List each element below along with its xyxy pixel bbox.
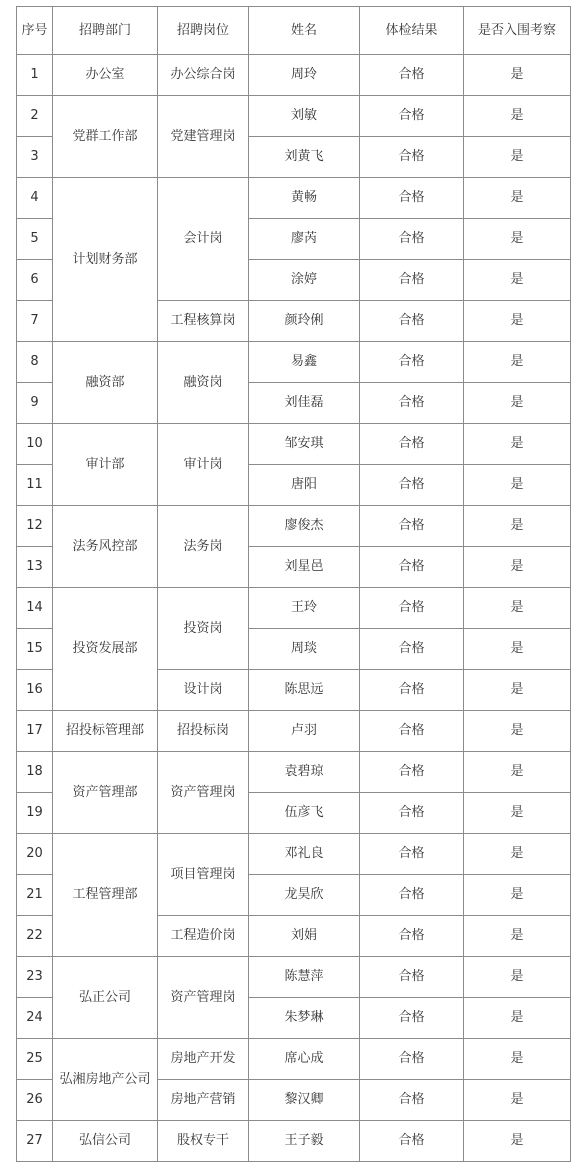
cell-name: 周玲 [249, 55, 360, 96]
cell-name: 伍彦飞 [249, 793, 360, 834]
table-row [17, 957, 571, 998]
cell-exam: 合格 [360, 260, 464, 301]
cell-dept: 工程管理部 [53, 834, 158, 957]
cell-name: 廖俊杰 [249, 506, 360, 547]
cell-name: 邓礼良 [249, 834, 360, 875]
cell-inspect: 是 [464, 260, 571, 301]
cell-exam: 合格 [360, 96, 464, 137]
cell-seq: 16 [17, 670, 53, 711]
cell-name: 刘娟 [249, 916, 360, 957]
cell-exam: 合格 [360, 383, 464, 424]
cell-name: 刘星邑 [249, 547, 360, 588]
table-header-row [17, 7, 571, 55]
cell-inspect: 是 [464, 875, 571, 916]
cell-name: 陈思远 [249, 670, 360, 711]
cell-exam: 合格 [360, 998, 464, 1039]
cell-inspect: 是 [464, 711, 571, 752]
cell-post: 房地产营销 [158, 1080, 249, 1121]
cell-post: 办公综合岗 [158, 55, 249, 96]
cell-seq: 13 [17, 547, 53, 588]
cell-dept: 审计部 [53, 424, 158, 506]
table-row [17, 834, 571, 875]
cell-post: 资产管理岗 [158, 957, 249, 1039]
cell-dept: 党群工作部 [53, 96, 158, 178]
cell-seq: 11 [17, 465, 53, 506]
cell-seq: 4 [17, 178, 53, 219]
table-row [17, 711, 571, 752]
cell-exam: 合格 [360, 137, 464, 178]
results-table [16, 6, 571, 1162]
cell-exam: 合格 [360, 834, 464, 875]
table-row [17, 1121, 571, 1162]
header-dept: 招聘部门 [53, 7, 158, 55]
cell-post: 房地产开发 [158, 1039, 249, 1080]
cell-seq: 22 [17, 916, 53, 957]
cell-exam: 合格 [360, 1039, 464, 1080]
cell-exam: 合格 [360, 670, 464, 711]
cell-exam: 合格 [360, 711, 464, 752]
cell-seq: 7 [17, 301, 53, 342]
cell-exam: 合格 [360, 957, 464, 998]
cell-name: 陈慧萍 [249, 957, 360, 998]
cell-name: 卢羽 [249, 711, 360, 752]
cell-name: 刘佳磊 [249, 383, 360, 424]
cell-seq: 5 [17, 219, 53, 260]
cell-inspect: 是 [464, 1121, 571, 1162]
cell-inspect: 是 [464, 629, 571, 670]
cell-name: 易鑫 [249, 342, 360, 383]
cell-seq: 19 [17, 793, 53, 834]
cell-inspect: 是 [464, 957, 571, 998]
cell-seq: 23 [17, 957, 53, 998]
cell-name: 周琰 [249, 629, 360, 670]
cell-inspect: 是 [464, 670, 571, 711]
cell-name: 黎汉卿 [249, 1080, 360, 1121]
cell-seq: 12 [17, 506, 53, 547]
cell-post: 股权专干 [158, 1121, 249, 1162]
cell-exam: 合格 [360, 875, 464, 916]
cell-post: 工程造价岗 [158, 916, 249, 957]
cell-seq: 26 [17, 1080, 53, 1121]
cell-inspect: 是 [464, 219, 571, 260]
cell-name: 廖芮 [249, 219, 360, 260]
cell-dept: 投资发展部 [53, 588, 158, 711]
header-name: 姓名 [249, 7, 360, 55]
cell-seq: 17 [17, 711, 53, 752]
cell-name: 涂婷 [249, 260, 360, 301]
cell-name: 王玲 [249, 588, 360, 629]
header-inspect: 是否入围考察 [464, 7, 571, 55]
cell-exam: 合格 [360, 793, 464, 834]
cell-inspect: 是 [464, 301, 571, 342]
cell-seq: 8 [17, 342, 53, 383]
table-row [17, 55, 571, 96]
cell-exam: 合格 [360, 465, 464, 506]
cell-name: 颜玲俐 [249, 301, 360, 342]
cell-name: 黄畅 [249, 178, 360, 219]
cell-post: 设计岗 [158, 670, 249, 711]
cell-name: 刘敏 [249, 96, 360, 137]
cell-inspect: 是 [464, 834, 571, 875]
cell-name: 龙昊欣 [249, 875, 360, 916]
cell-seq: 15 [17, 629, 53, 670]
cell-seq: 27 [17, 1121, 53, 1162]
cell-exam: 合格 [360, 219, 464, 260]
cell-name: 唐阳 [249, 465, 360, 506]
cell-seq: 1 [17, 55, 53, 96]
cell-inspect: 是 [464, 916, 571, 957]
cell-exam: 合格 [360, 178, 464, 219]
cell-inspect: 是 [464, 998, 571, 1039]
cell-inspect: 是 [464, 137, 571, 178]
cell-seq: 10 [17, 424, 53, 465]
table-row [17, 96, 571, 137]
header-seq: 序号 [17, 7, 53, 55]
cell-dept: 弘湘房地产公司 [53, 1039, 158, 1121]
cell-name: 袁碧琼 [249, 752, 360, 793]
cell-dept: 弘正公司 [53, 957, 158, 1039]
table-row [17, 342, 571, 383]
cell-post: 工程核算岗 [158, 301, 249, 342]
cell-dept: 融资部 [53, 342, 158, 424]
cell-post: 资产管理岗 [158, 752, 249, 834]
cell-inspect: 是 [464, 342, 571, 383]
cell-inspect: 是 [464, 55, 571, 96]
cell-post: 项目管理岗 [158, 834, 249, 916]
cell-post: 投资岗 [158, 588, 249, 670]
cell-exam: 合格 [360, 752, 464, 793]
cell-name: 邹安琪 [249, 424, 360, 465]
cell-name: 刘黄飞 [249, 137, 360, 178]
cell-seq: 20 [17, 834, 53, 875]
cell-exam: 合格 [360, 301, 464, 342]
cell-post: 审计岗 [158, 424, 249, 506]
cell-seq: 2 [17, 96, 53, 137]
cell-exam: 合格 [360, 55, 464, 96]
cell-seq: 6 [17, 260, 53, 301]
cell-inspect: 是 [464, 424, 571, 465]
cell-inspect: 是 [464, 506, 571, 547]
cell-seq: 25 [17, 1039, 53, 1080]
cell-post: 法务岗 [158, 506, 249, 588]
table-row [17, 752, 571, 793]
cell-exam: 合格 [360, 588, 464, 629]
cell-inspect: 是 [464, 383, 571, 424]
cell-dept: 办公室 [53, 55, 158, 96]
cell-inspect: 是 [464, 547, 571, 588]
cell-seq: 9 [17, 383, 53, 424]
cell-inspect: 是 [464, 793, 571, 834]
cell-exam: 合格 [360, 916, 464, 957]
cell-inspect: 是 [464, 752, 571, 793]
cell-seq: 21 [17, 875, 53, 916]
cell-inspect: 是 [464, 465, 571, 506]
cell-name: 王子毅 [249, 1121, 360, 1162]
cell-exam: 合格 [360, 1080, 464, 1121]
cell-name: 朱梦琳 [249, 998, 360, 1039]
table-row [17, 506, 571, 547]
cell-seq: 24 [17, 998, 53, 1039]
cell-exam: 合格 [360, 547, 464, 588]
cell-inspect: 是 [464, 588, 571, 629]
cell-post: 融资岗 [158, 342, 249, 424]
cell-exam: 合格 [360, 629, 464, 670]
table-row [17, 424, 571, 465]
cell-post: 党建管理岗 [158, 96, 249, 178]
cell-exam: 合格 [360, 506, 464, 547]
cell-name: 席心成 [249, 1039, 360, 1080]
cell-exam: 合格 [360, 1121, 464, 1162]
cell-exam: 合格 [360, 342, 464, 383]
table-row [17, 588, 571, 629]
cell-seq: 3 [17, 137, 53, 178]
cell-seq: 14 [17, 588, 53, 629]
cell-dept: 招投标管理部 [53, 711, 158, 752]
cell-post: 会计岗 [158, 178, 249, 301]
cell-inspect: 是 [464, 96, 571, 137]
cell-seq: 18 [17, 752, 53, 793]
header-exam: 体检结果 [360, 7, 464, 55]
cell-inspect: 是 [464, 178, 571, 219]
cell-dept: 计划财务部 [53, 178, 158, 342]
cell-inspect: 是 [464, 1080, 571, 1121]
cell-dept: 法务风控部 [53, 506, 158, 588]
header-post: 招聘岗位 [158, 7, 249, 55]
cell-dept: 资产管理部 [53, 752, 158, 834]
cell-dept: 弘信公司 [53, 1121, 158, 1162]
table-row [17, 1039, 571, 1080]
cell-inspect: 是 [464, 1039, 571, 1080]
table-row [17, 178, 571, 219]
cell-exam: 合格 [360, 424, 464, 465]
cell-post: 招投标岗 [158, 711, 249, 752]
